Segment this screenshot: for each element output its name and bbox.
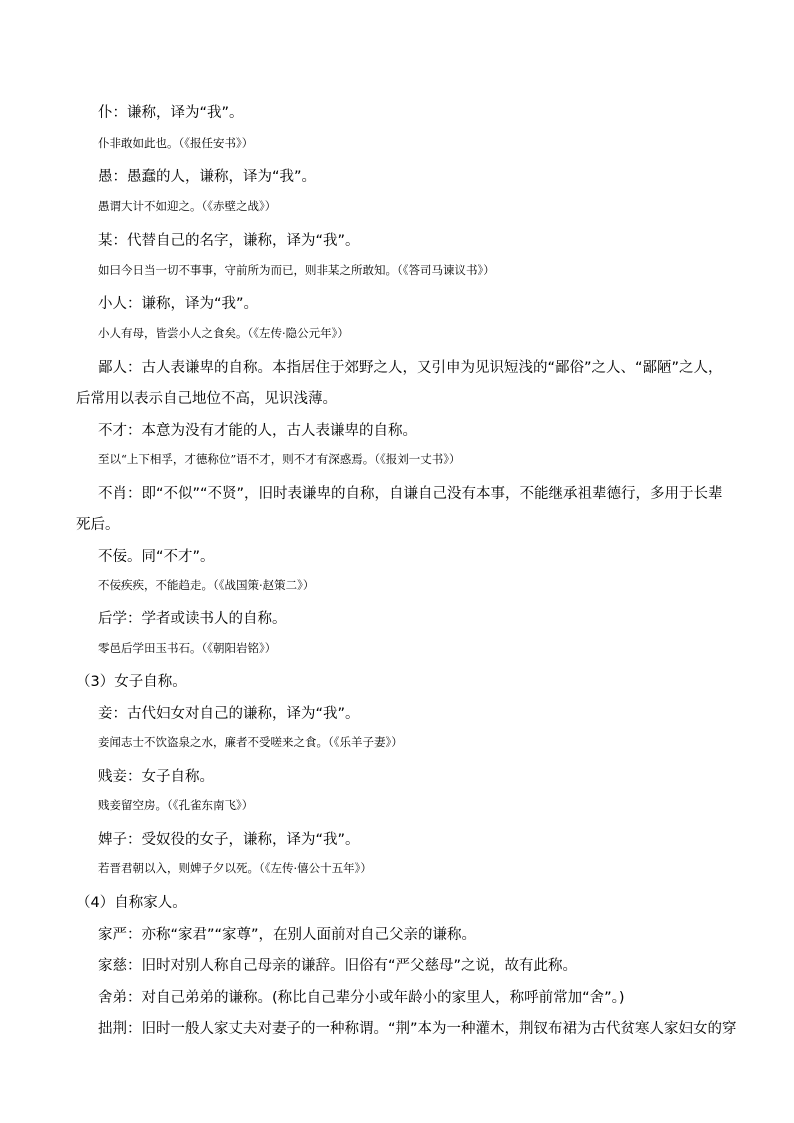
example-xiaoren: 小人有母，皆尝小人之食矣。（《左传·隐公元年》） [98, 326, 349, 340]
entry-buxiao: 不肖：即“不似”“不贤”，旧时表谦卑的自称，自谦自己没有本事，不能继承祖辈德行，多用于长辈 [98, 486, 723, 502]
example-qie: 妾闻志士不饮盗泉之水，廉者不受嗟来之食。（《乐羊子妻》） [98, 735, 403, 749]
example-buning: 不佞疾疾，不能趋走。（《战国策·赵策二》） [98, 578, 315, 592]
entry-mou: 某：代替自己的名字，谦称，译为“我”。 [98, 233, 360, 249]
entry-bizi: 婢子：受奴役的女子，谦称，译为“我”。 [98, 832, 360, 848]
example-houxue: 零邑后学田玉书石。（《朝阳岩铭》） [98, 641, 277, 655]
example-mou: 如曰今日当一切不事事，守前所为而已，则非某之所敢知。（《答司马谏议书》） [98, 263, 495, 277]
entry-biren: 鄙人：古人表谦卑的自称。本指居住于郊野之人，又引申为见识短浅的“鄙俗”之人、“鄙陋”之人， [98, 360, 723, 376]
entry-jianqie: 贱妾：女子自称。 [98, 769, 214, 785]
entry-bucai: 不才：本意为没有才能的人，古人表谦卑的自称。 [98, 423, 417, 439]
entry-xiaoren: 小人：谦称，译为“我”。 [98, 296, 259, 312]
example-yu: 愚谓大计不如迎之。（《赤壁之战》） [98, 199, 277, 213]
entry-biren-continued: 后常用以表示自己地位不高，见识浅薄。 [76, 391, 337, 407]
entry-jiayan: 家严：亦称“家君”“家尊”，在别人面前对自己父亲的谦称。 [98, 927, 477, 943]
entry-qie: 妾：古代妇女对自己的谦称，译为“我”。 [98, 706, 360, 722]
entry-yu: 愚：愚蠢的人，谦称，译为“我”。 [98, 169, 317, 185]
example-bizi: 若晋君朝以入，则婢子夕以死。（《左传·僖公十五年》） [98, 861, 372, 875]
entry-buxiao-continued: 死后。 [76, 517, 120, 533]
example-pu: 仆非敢如此也。（《报任安书》） [98, 136, 254, 150]
example-bucai: 至以“上下相孚，才德称位”语不才，则不才有深惑焉。（《报刘一丈书》） [98, 452, 461, 466]
entry-houxue: 后学：学者或读书人的自称。 [98, 611, 287, 627]
example-jianqie: 贱妾留空房。（《孔雀东南飞》） [98, 798, 254, 812]
entry-shedi: 舍弟：对自己弟弟的谦称。(称比自己辈分小或年龄小的家里人，称呼前常加“舍”。) [98, 990, 625, 1006]
entry-buning: 不佞。同“不才”。 [98, 549, 215, 565]
section-heading-family: （4）自称家人。 [76, 895, 187, 911]
entry-pu: 仆：谦称，译为“我”。 [98, 105, 244, 121]
entry-jiaci: 家慈：旧时对别人称自己母亲的谦辞。旧俗有“严父慈母”之说，故有此称。 [98, 958, 578, 974]
entry-zhuojing: 拙荆：旧时一般人家丈夫对妻子的一种称谓。“荆”本为一种灌木，荆钗布裙为古代贫寒人家妇女的穿 [98, 1021, 737, 1037]
section-heading-female: （3）女子自称。 [76, 674, 187, 690]
